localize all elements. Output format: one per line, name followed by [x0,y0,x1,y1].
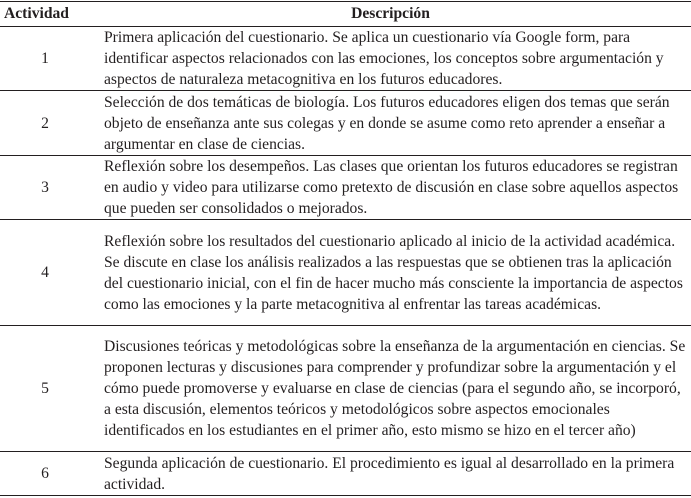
table-row [0,27,691,91]
activity-number: 2 [0,91,90,156]
header-activity: Actividad [0,2,90,27]
activities-table [0,1,691,496]
activity-number: 5 [0,326,90,452]
activity-number: 6 [0,452,90,496]
activity-description: Primera aplicación del cuestionario. Se aplica un cuestionario vía Google form, para identificar aspectos relacionados con las emociones, los conceptos sobre argumentación y aspectos de naturaleza metacognitiva en los futuros educadores. [90,27,691,91]
activity-description: Reflexión sobre los resultados del cuestionario aplicado al inicio de la actividad académica. Se discute en clase los análisis realizados a las respuestas que se obtienen tras la aplicación del cuestionario inicial, con el fin de hacer mucho más consciente la importancia de aspectos como las emociones y la parte metacognitiva al enfrentar las tareas académicas. [90,220,691,326]
table-row [0,452,691,496]
activity-description: Discusiones teóricas y metodológicas sobre la enseñanza de la argumentación en ciencias. Se proponen lecturas y discusiones para comprender y profundizar sobre la argumentación y el cómo puede promoverse y evaluarse en clase de ciencias (para el segundo año, se incorporó, a esta discusión, elementos teóricos y metodológicos sobre aspectos emocionales identificados en los estudiantes en el primer año, esto mismo se hizo en el tercer año) [90,326,691,452]
table-row [0,326,691,452]
header-row [0,2,691,27]
activity-number: 1 [0,27,90,91]
header-description: Descripción [90,2,691,27]
table-row [0,156,691,220]
activity-description: Reflexión sobre los desempeños. Las clases que orientan los futuros educadores se registran en audio y video para utilizarse como pretexto de discusión en clase sobre aquellos aspectos que pueden ser consolidados o mejorados. [90,156,691,220]
table-row [0,220,691,326]
activity-description: Selección de dos temáticas de biología. Los futuros educadores eligen dos temas que serán objeto de enseñanza ante sus colegas y en donde se asume como reto aprender a enseñar a argumentar en clase de ciencias. [90,91,691,156]
table-row [0,91,691,156]
activity-number: 4 [0,220,90,326]
activity-description: Segunda aplicación de cuestionario. El procedimiento es igual al desarrollado en la primera actividad. [90,452,691,496]
table-body [0,27,691,496]
activity-number: 3 [0,156,90,220]
table-header [0,2,691,27]
